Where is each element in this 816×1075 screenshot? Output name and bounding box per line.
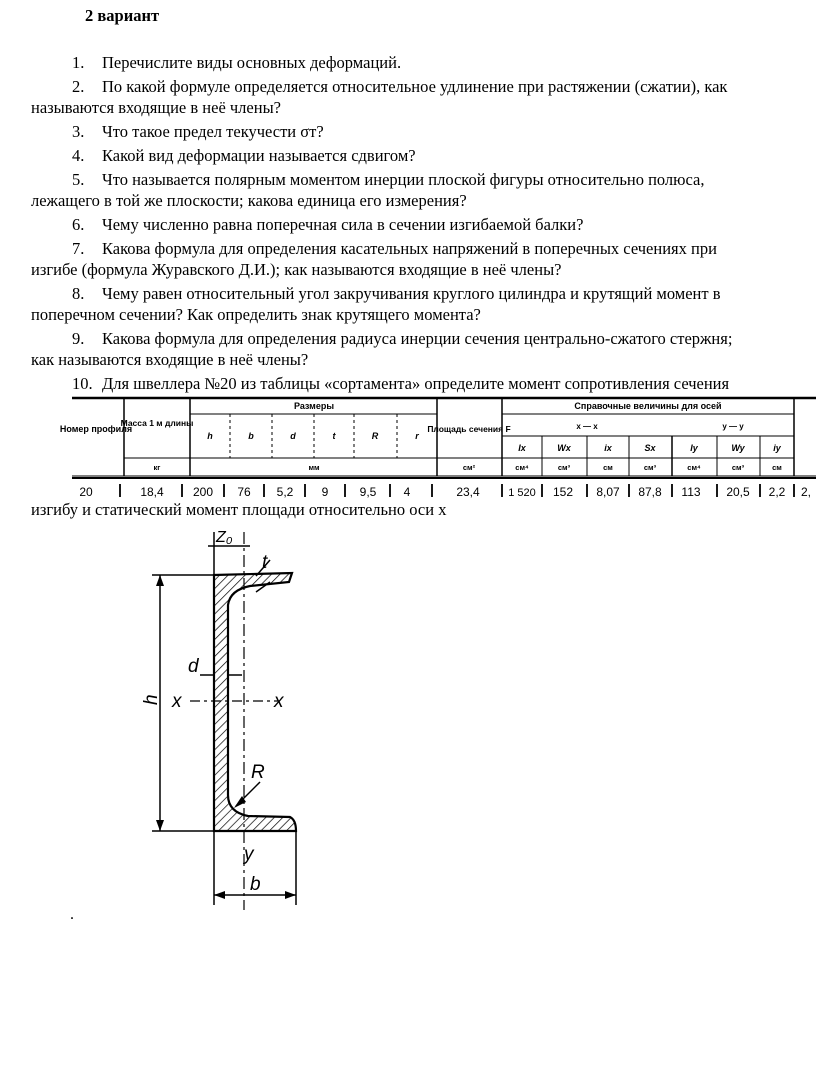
label-b: b — [250, 874, 261, 895]
question-5-cont: лежащего в той же плоскости; какова единица его измерения? — [31, 191, 467, 210]
cell-Ix: 1 520 — [508, 487, 536, 499]
sub-Sx: Sx — [644, 443, 656, 453]
label-x-left: x — [172, 691, 182, 712]
sub-iy: iy — [773, 443, 781, 453]
unit-ix: см — [603, 463, 613, 472]
cell-iy: 2,2 — [768, 485, 786, 499]
question-10: 10. Для швеллера №20 из таблицы «сортамента» определите момент сопротивления сечения — [72, 374, 730, 393]
unit-Wy: см³ — [731, 463, 745, 472]
question-7: 7. Какова формула для определения касательных напряжений в поперечных сечениях при — [72, 239, 717, 258]
cell-R: 9,5 — [359, 485, 377, 499]
question-9-cont: как называются входящие в неё члены? — [31, 350, 309, 369]
label-t: t — [262, 552, 268, 573]
cell-ix: 8,07 — [596, 485, 620, 499]
unit-mass: кг — [153, 463, 161, 472]
sub-Wy: Wy — [731, 443, 745, 453]
question-5: 5. Что называется полярным моментом инерции плоской фигуры относительно полюса, — [72, 170, 705, 189]
unit-Iy: см⁴ — [687, 463, 701, 472]
channel-section-drawing — [130, 520, 320, 920]
sub-Iy: Iy — [690, 443, 698, 453]
cell-h: 200 — [192, 485, 214, 499]
sub-Ix: Ix — [518, 443, 526, 453]
label-d: d — [188, 656, 199, 677]
cell-area: 23,4 — [456, 485, 480, 499]
label-R: R — [251, 762, 265, 783]
header-mass: Масса 1 м длины — [120, 418, 194, 428]
table-row — [79, 485, 811, 499]
question-1: 1. Перечислите виды основных деформаций. — [72, 53, 402, 72]
question-2-cont: называются входящие в неё члены? — [31, 98, 281, 117]
sub-d: d — [290, 431, 296, 441]
sub-b: b — [248, 431, 254, 441]
header-axis-yy: y — y — [722, 422, 744, 431]
cell-Sx: 87,8 — [638, 485, 662, 499]
question-9: 9. Какова формула для определения радиуса инерции сечения центрально-сжатого стержня; — [72, 329, 733, 348]
cell-t: 9 — [321, 485, 329, 499]
question-8-cont: поперечном сечении? Как определить знак крутящего момента? — [31, 305, 481, 324]
unit-Ix: см⁴ — [515, 463, 529, 472]
unit-Wx: см³ — [557, 463, 571, 472]
variant-title: 2 вариант — [85, 6, 160, 25]
sub-ix: ix — [604, 443, 612, 453]
header-axis-xx: x — x — [576, 422, 598, 431]
cell-Iy: 113 — [681, 485, 701, 499]
header-reference: Справочные величины для осей — [574, 401, 722, 411]
footer-dot: . — [70, 906, 74, 923]
sub-h: h — [207, 431, 213, 441]
question-7-cont: изгибе (формула Журавского Д.И.); как называются входящие в неё члены? — [31, 260, 562, 279]
assortment-table — [59, 396, 816, 500]
cell-next: 2, — [800, 485, 812, 499]
label-x-right: x — [274, 691, 284, 712]
channel-profile — [214, 573, 296, 831]
sub-R: R — [371, 431, 379, 441]
cell-profile: 20 — [79, 485, 93, 499]
unit-dims: мм — [308, 463, 320, 472]
cell-Wy: 20,5 — [726, 485, 750, 499]
unit-iy: см — [772, 463, 782, 472]
header-profile: Номер профиля — [59, 424, 133, 434]
question-4: 4. Какой вид деформации называется сдвигом? — [72, 146, 416, 165]
cell-Wx: 152 — [552, 485, 574, 499]
unit-Sx: см³ — [643, 463, 657, 472]
label-y: y — [244, 844, 254, 865]
cell-r: 4 — [403, 485, 411, 499]
question-6: 6. Чему численно равна поперечная сила в сечении изгибаемой балки? — [72, 215, 584, 234]
sub-r: r — [415, 431, 419, 441]
label-h: h — [141, 694, 162, 705]
header-dims: Размеры — [293, 401, 335, 411]
sub-Wx: Wx — [557, 443, 571, 453]
question-10-cont: изгибу и статический момент площади относительно оси x — [31, 500, 447, 519]
question-8: 8. Чему равен относительный угол закручивания круглого цилиндра и крутящий момент в — [72, 284, 721, 303]
unit-area: см² — [462, 463, 476, 472]
header-area: Площадь сечения F — [427, 424, 511, 434]
cell-d: 5,2 — [276, 485, 294, 499]
label-z0: Z₀ — [216, 529, 233, 546]
question-3: 3. Что такое предел текучести σт? — [72, 122, 324, 141]
sub-t: t — [332, 431, 336, 441]
cell-mass: 18,4 — [140, 485, 164, 499]
cell-b: 76 — [237, 485, 251, 499]
question-2: 2. По какой формуле определяется относительное удлинение при растяжении (сжатии), как — [72, 77, 728, 96]
